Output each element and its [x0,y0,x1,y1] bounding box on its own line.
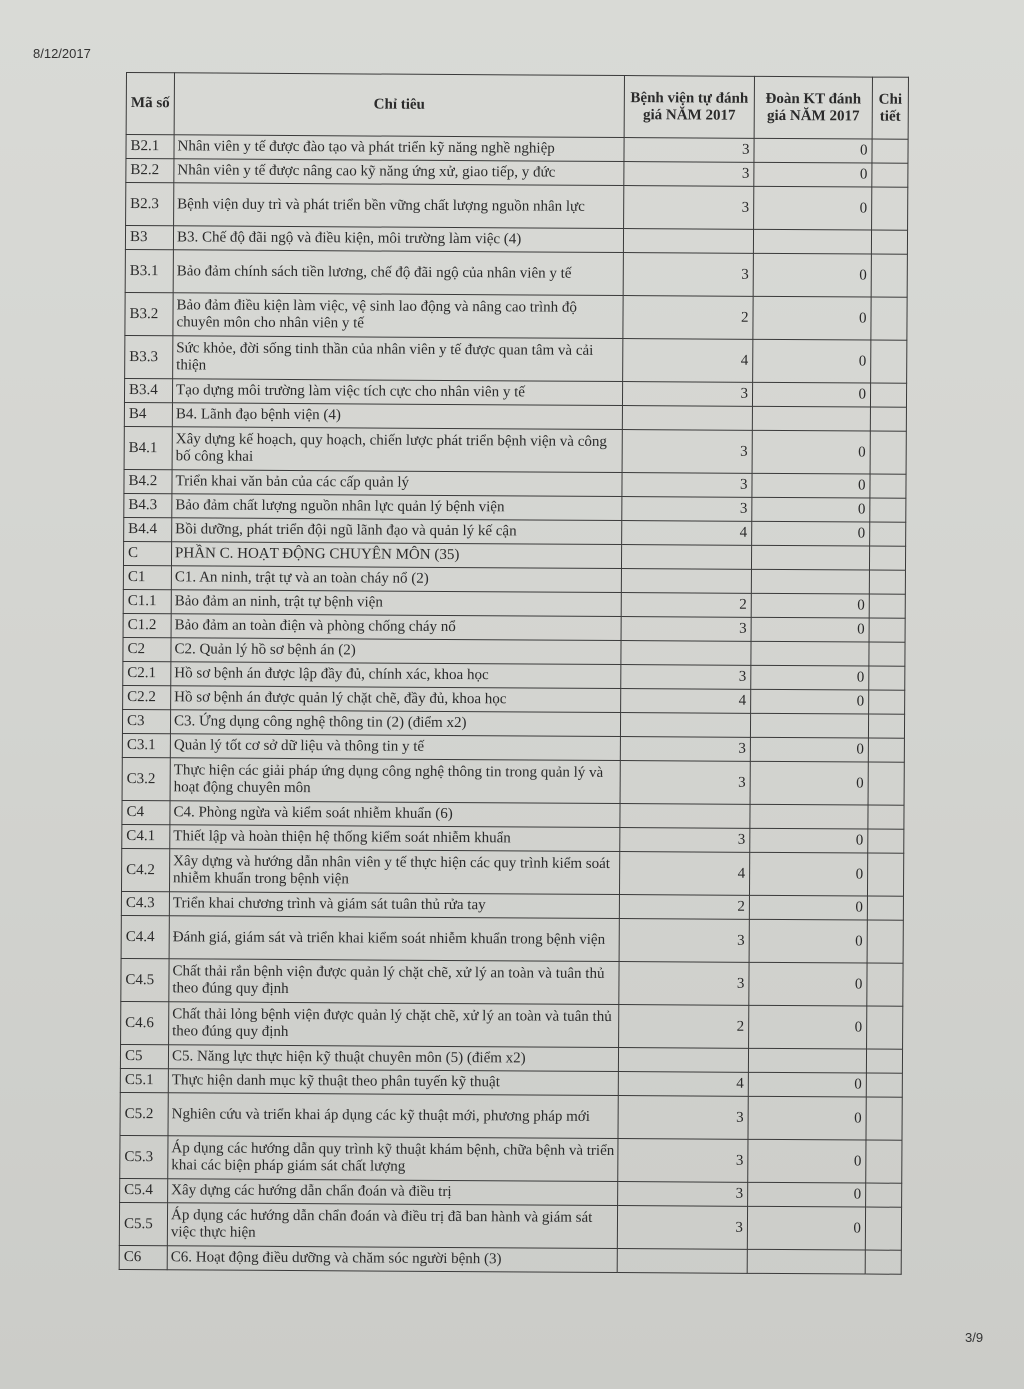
row-criteria: Chất thải rắn bệnh viện được quản lý chặt chẽ, xử lý an toàn và tuân thủ theo đúng quy định [169,959,619,1005]
row-criteria: Tạo dựng môi trường làm việc tích cực cho nhân viên y tế [172,379,622,406]
row-criteria: Hồ sơ bệnh án được lập đầy đủ, chính xác, khoa học [171,662,621,689]
row-criteria: Thực hiện các giải pháp ứng dụng công nghệ thông tin trong quản lý và hoạt động chuyên môn [170,758,620,804]
table-row [122,757,904,805]
row-self-score: 3 [623,253,753,297]
row-team-score [750,713,868,738]
row-self-score: 4 [622,521,752,546]
row-team-score [751,641,869,666]
row-self-score: 3 [620,761,750,805]
row-criteria: Xây dựng các hướng dẫn chẩn đoán và điều trị [168,1179,618,1206]
row-detail [867,1006,903,1049]
row-code: C4.1 [122,824,170,848]
row-detail [870,498,906,522]
col-header-code: Mã số [126,73,174,135]
row-criteria: Quản lý tốt cơ sở dữ liệu và thông tin y tế [170,734,620,761]
row-code: B2.2 [126,159,174,183]
row-self-score: 2 [623,296,753,340]
row-team-score: 0 [751,665,869,690]
row-self-score: 3 [621,617,751,642]
table-row [125,335,907,383]
row-team-score: 0 [754,162,872,187]
row-code: C4.5 [121,958,169,1001]
row-detail [869,570,905,594]
row-team-score: 0 [748,1182,866,1207]
row-team-score [747,1249,865,1274]
row-team-score: 0 [753,339,871,383]
table-row [120,1092,902,1140]
row-detail [868,738,904,762]
row-detail [870,431,906,474]
row-self-score [618,1048,748,1073]
row-code: C4 [122,800,170,824]
table-row [121,958,903,1006]
row-criteria: Bảo đảm chính sách tiền lương, chế độ đãi ngộ của nhân viên y tế [173,250,623,296]
row-code: B4.3 [124,493,172,517]
row-criteria: Bồi dưỡng, phát triển đội ngũ lãnh đạo và quản lý kế cận [172,518,622,545]
row-detail [869,594,905,618]
row-code: C5.1 [120,1068,168,1092]
row-code: C5 [120,1044,168,1068]
row-detail [869,618,905,642]
row-criteria: Thiết lập và hoàn thiện hệ thống kiểm soát nhiễm khuẩn [170,825,620,852]
row-team-score [751,545,869,570]
row-team-score: 0 [750,828,868,853]
row-criteria: C2. Quản lý hồ sơ bệnh án (2) [171,638,621,665]
row-self-score: 3 [618,1096,748,1140]
row-team-score [748,1048,866,1073]
row-detail [866,1140,902,1183]
row-self-score: 3 [622,497,752,522]
table-row [120,1135,902,1183]
row-self-score: 3 [624,186,754,230]
row-code: C5.2 [120,1092,168,1135]
row-self-score: 4 [621,689,751,714]
row-self-score [621,569,751,594]
row-criteria: Triển khai văn bản của các cấp quản lý [172,470,622,497]
row-criteria: Triển khai chương trình và giám sát tuân thủ rửa tay [169,892,619,919]
row-self-score: 4 [623,339,753,383]
row-detail [865,1207,901,1250]
table-row [119,1202,901,1250]
row-team-score: 0 [751,617,869,642]
row-detail [871,230,907,254]
table-row [121,1001,903,1049]
row-code: C1.2 [123,613,171,637]
row-detail [865,1250,901,1274]
row-self-score: 2 [619,1005,749,1049]
row-detail [866,1183,902,1207]
row-code: B2.3 [126,183,174,226]
row-code: C4.3 [121,891,169,915]
row-team-score: 0 [749,852,867,896]
row-criteria: PHẦN C. HOẠT ĐỘNG CHUYÊN MÔN (35) [171,542,621,569]
row-self-score [622,406,752,431]
row-team-score: 0 [753,296,871,340]
col-header-criteria: Chỉ tiêu [174,73,624,138]
row-code: C4.6 [121,1001,169,1044]
table-row [121,848,903,896]
row-self-score: 3 [622,473,752,498]
row-team-score: 0 [747,1206,865,1250]
row-self-score: 3 [619,962,749,1006]
row-criteria: Thực hiện danh mục kỹ thuật theo phân tuyến kỹ thuật [168,1069,618,1096]
row-team-score: 0 [749,1005,867,1049]
row-code: B3.4 [124,378,172,402]
row-team-score: 0 [748,1139,866,1183]
col-header-self-assessment: Bệnh viện tự đánh giá NĂM 2017 [624,76,754,139]
row-self-score: 4 [618,1072,748,1097]
row-code: C4.4 [121,915,169,958]
row-code: C1.1 [123,589,171,613]
row-code: B4.2 [124,469,172,493]
row-team-score [752,406,870,431]
row-self-score [617,1249,747,1274]
row-criteria: Bệnh viện duy trì và phát triển bền vững chất lượng nguồn nhân lực [174,183,624,229]
row-team-score: 0 [749,895,867,920]
row-criteria: Áp dụng các hướng dẫn chẩn đoán và điều trị đã ban hành và giám sát việc thực hiện [167,1203,617,1249]
row-criteria: Hồ sơ bệnh án được quản lý chặt chẽ, đầy đủ, khoa học [171,686,621,713]
row-self-score: 3 [618,1139,748,1183]
row-team-score: 0 [749,919,867,963]
row-detail [866,1097,902,1140]
row-code: B4 [124,402,172,426]
row-detail [867,853,903,896]
row-code: C2 [123,637,171,661]
row-detail [868,805,904,829]
row-code: C5.3 [120,1135,168,1178]
row-self-score [621,545,751,570]
row-code: C2.2 [123,685,171,709]
row-criteria: Áp dụng các hướng dẫn quy trình kỹ thuật khám bệnh, chữa bệnh và triển khai các biện pháp giám sát chất lượng [168,1136,618,1182]
row-self-score: 2 [621,593,751,618]
row-self-score: 3 [621,665,751,690]
row-team-score: 0 [750,761,868,805]
row-criteria: Sức khỏe, đời sống tinh thần của nhân viên y tế được quan tâm và cải thiện [173,336,623,382]
table-row [125,249,907,297]
row-detail [872,163,908,187]
row-detail [871,340,907,383]
row-code: C3.1 [122,733,170,757]
row-team-score: 0 [750,737,868,762]
row-team-score [751,569,869,594]
row-criteria: C4. Phòng ngừa và kiểm soát nhiễm khuẩn (6) [170,801,620,828]
row-detail [869,666,905,690]
row-self-score: 3 [624,138,754,163]
row-detail [869,642,905,666]
col-header-team-assessment: Đoàn KT đánh giá NĂM 2017 [754,76,872,139]
row-code: B4.4 [124,517,172,541]
table-row [121,915,903,963]
row-self-score [620,713,750,738]
row-code: B4.1 [124,426,172,469]
row-team-score: 0 [754,138,872,163]
row-criteria: Bảo đảm an toàn điện và phòng chống cháy nổ [171,614,621,641]
row-criteria: Chất thải lỏng bệnh viện được quản lý chặt chẽ, xử lý an toàn và tuân thủ theo đúng quy định [169,1002,619,1048]
row-team-score: 0 [752,382,870,407]
row-team-score: 0 [753,253,871,297]
row-team-score: 0 [754,186,872,230]
row-code: C [123,541,171,565]
row-criteria: Bảo đảm an ninh, trật tự bệnh viện [171,590,621,617]
row-team-score: 0 [752,497,870,522]
row-code: B2.1 [126,135,174,159]
row-team-score: 0 [751,689,869,714]
row-code: B3.3 [125,335,173,378]
row-detail [867,896,903,920]
row-detail [867,920,903,963]
row-team-score: 0 [748,1096,866,1140]
row-team-score: 0 [751,593,869,618]
row-code: C5.5 [119,1202,167,1245]
row-code: C3.2 [122,757,170,800]
row-detail [866,1049,902,1073]
row-self-score [620,804,750,829]
row-team-score: 0 [748,1072,866,1097]
row-detail [870,407,906,431]
row-criteria: Nhân viên y tế được đào tạo và phát triển kỹ năng nghề nghiệp [174,135,624,162]
table-row [125,292,907,340]
row-detail [871,254,907,297]
row-team-score: 0 [752,430,870,474]
row-detail [870,522,906,546]
col-header-detail: Chi tiết [872,77,908,139]
row-code: C3 [122,709,170,733]
row-detail [868,762,904,805]
row-detail [866,1073,902,1097]
row-criteria: Xây dựng kế hoạch, quy hoạch, chiến lược phát triển bệnh viện và công bố công khai [172,427,622,473]
row-criteria: Nhân viên y tế được nâng cao kỹ năng ứng xử, giao tiếp, y đức [174,159,624,186]
row-detail [872,139,908,163]
row-self-score [621,641,751,666]
row-detail [868,829,904,853]
row-criteria: Bảo đảm chất lượng nguồn nhân lực quản lý bệnh viện [172,494,622,521]
row-team-score: 0 [752,473,870,498]
row-self-score: 3 [620,828,750,853]
row-team-score [750,804,868,829]
row-criteria: B3. Chế độ đãi ngộ và điều kiện, môi trường làm việc (4) [173,226,623,253]
row-code: B3.2 [125,292,173,335]
row-detail [869,690,905,714]
row-criteria: B4. Lãnh đạo bệnh viện (4) [172,403,622,430]
row-detail [870,474,906,498]
row-criteria: C5. Năng lực thực hiện kỹ thuật chuyên môn (5) (điểm x2) [168,1045,618,1072]
row-code: B3.1 [125,249,173,292]
page-number: 3/9 [965,1330,984,1345]
row-self-score: 3 [622,430,752,474]
row-team-score: 0 [749,962,867,1006]
row-self-score: 3 [620,737,750,762]
row-criteria: Nghiên cứu và triển khai áp dụng các kỹ thuật mới, phương pháp mới [168,1093,618,1139]
row-code: C6 [119,1245,167,1269]
row-detail [868,714,904,738]
table-header-row [126,73,908,140]
row-self-score: 4 [619,852,749,896]
row-criteria: Đánh giá, giám sát và triển khai kiểm soát nhiễm khuẩn trong bệnh viện [169,916,619,962]
row-self-score: 2 [619,895,749,920]
row-self-score: 3 [619,919,749,963]
row-detail [870,383,906,407]
row-self-score: 3 [618,1182,748,1207]
row-criteria: C1. An ninh, trật tự và an toàn cháy nổ (2) [171,566,621,593]
row-self-score [623,229,753,254]
row-self-score: 3 [622,382,752,407]
row-team-score [753,229,871,254]
row-team-score: 0 [752,521,870,546]
row-code: C4.2 [121,848,169,891]
row-criteria: C3. Ứng dụng công nghệ thông tin (2) (điểm x2) [170,710,620,737]
row-criteria: Xây dựng và hướng dẫn nhân viên y tế thực hiện các quy trình kiểm soát nhiễm khuẩn trong bệnh viện [169,849,619,895]
table-row [124,426,906,474]
row-detail [871,297,907,340]
row-code: B3 [125,226,173,250]
row-criteria: Bảo đảm điều kiện làm việc, vệ sinh lao động và nâng cao trình độ chuyên môn cho nhân viên y tế [173,293,623,339]
row-code: C5.4 [120,1178,168,1202]
row-code: C2.1 [123,661,171,685]
row-self-score: 3 [624,162,754,187]
header-date: 8/12/2017 [33,46,91,61]
evaluation-table [119,72,909,1275]
row-detail [869,546,905,570]
table-row [119,1245,901,1274]
row-detail [872,187,908,230]
row-criteria: C6. Hoạt động điều dưỡng và chăm sóc người bệnh (3) [167,1246,617,1273]
table-row [126,183,908,231]
row-detail [867,963,903,1006]
row-code: C1 [123,565,171,589]
row-self-score: 3 [617,1206,747,1250]
